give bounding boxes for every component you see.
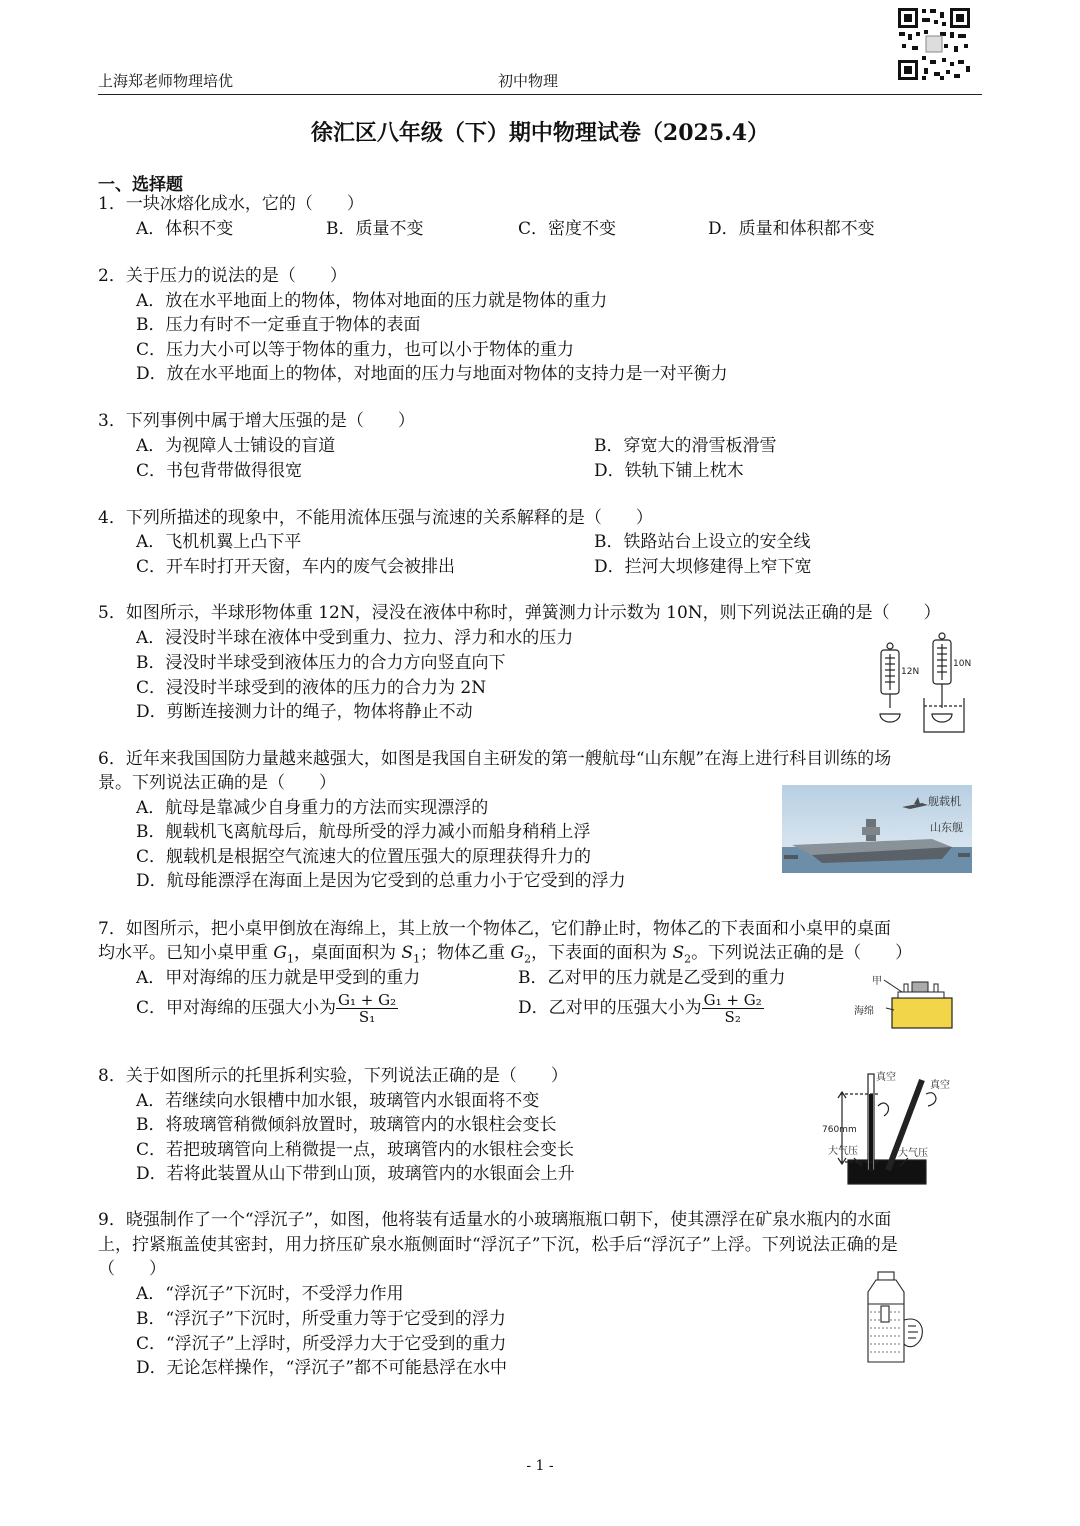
question-1-option-a: A．体积不变 bbox=[136, 219, 234, 239]
header-left: 上海郑老师物理培优 bbox=[98, 72, 234, 90]
fraction-numerator: G₁ + G₂ bbox=[703, 991, 762, 1009]
question-3-option-d: D．铁轨下铺上枕木 bbox=[594, 461, 744, 481]
fraction-denominator: S₂ bbox=[724, 1008, 741, 1026]
question-5-option-c: C．浸没时半球受到的液体的压力的合力为 2N bbox=[136, 678, 487, 698]
question-3-option-c: C．书包背带做得很宽 bbox=[136, 461, 303, 481]
question-4-stem: 4．下列所描述的现象中，不能用流体压强与流速的关系解释的是（ ） bbox=[98, 508, 653, 528]
sub-2: 2 bbox=[684, 952, 692, 966]
var-g: G bbox=[510, 943, 525, 963]
sponge-table-figure bbox=[852, 972, 956, 1034]
question-4-option-b: B．铁路站台上设立的安全线 bbox=[594, 532, 811, 552]
var-s: S bbox=[401, 943, 414, 963]
question-5-option-d: D．剪断连接测力计的绳子，物体将静止不动 bbox=[136, 702, 473, 722]
stem-text: 均水平。已知小桌甲重 bbox=[98, 943, 274, 963]
stem-text: 。下列说法正确的是（ ） bbox=[691, 943, 913, 963]
fraction bbox=[336, 992, 398, 1025]
question-9-option-a: A．“浮沉子”下沉时，不受浮力作用 bbox=[136, 1284, 404, 1304]
question-2-option-a: A．放在水平地面上的物体，物体对地面的压力就是物体的重力 bbox=[136, 291, 608, 311]
fig-label-sponge: 海绵 bbox=[854, 1006, 874, 1017]
question-4-option-d: D．拦河大坝修建得上窄下宽 bbox=[594, 557, 812, 577]
question-5-option-b: B．浸没时半球受到液体压力的合力方向竖直向下 bbox=[136, 653, 506, 673]
fig-label-atm-right: 大气压 bbox=[898, 1148, 928, 1159]
question-3-option-a: A．为视障人士铺设的盲道 bbox=[136, 436, 336, 456]
question-1-option-d: D．质量和体积都不变 bbox=[708, 219, 875, 239]
sub-1: 1 bbox=[413, 952, 421, 966]
fig-label-ship: 山东舰 bbox=[930, 821, 963, 834]
option-text: D．乙对甲的压强大小为 bbox=[518, 998, 702, 1018]
aircraft-carrier-photo bbox=[782, 785, 972, 873]
question-9-stem-line2: 上，拧紧瓶盖使其密封，用力挤压矿泉水瓶侧面时“浮沉子”下沉，松手后“浮沉子”上浮。下列说法正确的是 bbox=[98, 1235, 898, 1255]
question-7-stem-line1: 7．如图所示，把小桌甲倒放在海绵上，其上放一个物体乙，它们静止时，物体乙的下表面和小桌甲的桌面 bbox=[98, 919, 891, 939]
header-divider bbox=[98, 94, 982, 95]
question-5-stem: 5．如图所示，半球形物体重 12N，浸没在液体中称时，弹簧测力计示数为 10N，则下列说法正确的是（ ） bbox=[98, 603, 941, 623]
question-8-option-d: D．若将此装置从山下带到山顶，玻璃管内的水银面会上升 bbox=[136, 1164, 575, 1184]
stem-text: ；物体乙重 bbox=[420, 943, 511, 963]
question-1-stem: 1．一块冰熔化成水，它的（ ） bbox=[98, 194, 364, 214]
question-9-option-c: C．“浮沉子”上浮时，所受浮力大于它受到的重力 bbox=[136, 1334, 507, 1354]
sub-1: 1 bbox=[287, 952, 294, 966]
question-9-option-b: B．“浮沉子”下沉时，所受重力等于它受到的浮力 bbox=[136, 1309, 506, 1329]
question-8-option-c: C．若把玻璃管向上稍微提一点，玻璃管内的水银柱会变长 bbox=[136, 1140, 575, 1160]
question-6-option-b: B．舰载机飞离航母后，航母所受的浮力减小而船身稍稍上浮 bbox=[136, 822, 591, 842]
section-heading: 一、选择题 bbox=[98, 175, 183, 195]
stem-text: ，桌面面积为 bbox=[294, 943, 402, 963]
fig-label-jia: 甲 bbox=[872, 976, 882, 987]
fig-label-atm-left: 大气压 bbox=[828, 1146, 858, 1157]
qr-code-icon bbox=[896, 6, 972, 82]
var-g: G bbox=[273, 943, 287, 963]
question-2-option-b: B．压力有时不一定垂直于物体的表面 bbox=[136, 315, 421, 335]
cartesian-diver-figure bbox=[858, 1270, 928, 1366]
fig-label-plane: 舰载机 bbox=[928, 795, 961, 808]
question-6-option-a: A．航母是靠减少自身重力的方法而实现漂浮的 bbox=[136, 798, 489, 818]
question-8-option-b: B．将玻璃管稍微倾斜放置时，玻璃管内的水银柱会变长 bbox=[136, 1115, 557, 1135]
question-9-stem-line1: 9．晓强制作了一个“浮沉子”，如图，他将装有适量水的小玻璃瓶瓶口朝下，使其漂浮在矿泉水瓶内的水面 bbox=[98, 1210, 892, 1230]
fig-label-760mm: 760mm bbox=[822, 1125, 857, 1135]
question-8-option-a: A．若继续向水银槽中加水银，玻璃管内水银面将不变 bbox=[136, 1091, 540, 1111]
sub-2: 2 bbox=[524, 952, 532, 966]
header-center: 初中物理 bbox=[498, 72, 559, 90]
spring-scale-figure bbox=[872, 628, 976, 738]
question-7-option-d bbox=[518, 992, 764, 1025]
question-6-option-d: D．航母能漂浮在海面上是因为它受到的总重力小于它受到的浮力 bbox=[136, 871, 626, 891]
question-6-option-c: C．舰载机是根据空气流速大的位置压强大的原理获得升力的 bbox=[136, 847, 592, 867]
fig-label-vacuum-left: 真空 bbox=[876, 1072, 896, 1083]
question-7-option-b: B．乙对甲的压力就是乙受到的重力 bbox=[518, 968, 786, 988]
var-s: S bbox=[672, 943, 685, 963]
fraction-denominator: S₁ bbox=[358, 1008, 376, 1026]
question-7-option-a: A．甲对海绵的压力就是甲受到的重力 bbox=[136, 968, 421, 988]
question-9-stem-line3: （ ） bbox=[98, 1259, 166, 1279]
question-4-option-c: C．开车时打开天窗，车内的废气会被排出 bbox=[136, 557, 456, 577]
question-1-option-b: B．质量不变 bbox=[326, 219, 424, 239]
torricelli-figure bbox=[822, 1066, 962, 1190]
question-6-stem-line2: 景。下列说法正确的是（ ） bbox=[98, 773, 336, 793]
question-2-option-c: C．压力大小可以等于物体的重力，也可以小于物体的重力 bbox=[136, 340, 575, 360]
question-6-stem-line1: 6．近年来我国国防力量越来越强大，如图是我国自主研发的第一艘航母“山东舰”在海上进行科目训练的场 bbox=[98, 749, 892, 769]
fig-label-12n: 12N bbox=[901, 667, 920, 677]
option-text: C．甲对海绵的压强大小为 bbox=[136, 998, 337, 1018]
page-title: 徐汇区八年级（下）期中物理试卷（2025.4） bbox=[310, 120, 770, 146]
fraction bbox=[702, 992, 764, 1025]
question-7-option-c bbox=[136, 992, 398, 1025]
fraction-numerator: G₁ + G₂ bbox=[338, 991, 397, 1009]
question-4-option-a: A．飞机机翼上凸下平 bbox=[136, 532, 302, 552]
question-3-stem: 3．下列事例中属于增大压强的是（ ） bbox=[98, 411, 415, 431]
page-number: - 1 - bbox=[526, 1458, 554, 1474]
question-9-option-d: D．无论怎样操作，“浮沉子”都不可能悬浮在水中 bbox=[136, 1358, 508, 1378]
question-8-stem: 8．关于如图所示的托里拆利实验，下列说法正确的是（ ） bbox=[98, 1066, 568, 1086]
question-3-option-b: B．穿宽大的滑雪板滑雪 bbox=[594, 436, 777, 456]
fig-label-10n: 10N bbox=[953, 659, 972, 669]
question-5-option-a: A．浸没时半球在液体中受到重力、拉力、浮力和水的压力 bbox=[136, 628, 574, 648]
question-2-option-d: D．放在水平地面上的物体，对地面的压力与地面对物体的支持力是一对平衡力 bbox=[136, 364, 728, 384]
question-2-stem: 2．关于压力的说法的是（ ） bbox=[98, 266, 347, 286]
question-1-option-c: C．密度不变 bbox=[518, 219, 617, 239]
stem-text: ，下表面的面积为 bbox=[531, 943, 673, 963]
fig-label-vacuum-right: 真空 bbox=[930, 1080, 950, 1091]
